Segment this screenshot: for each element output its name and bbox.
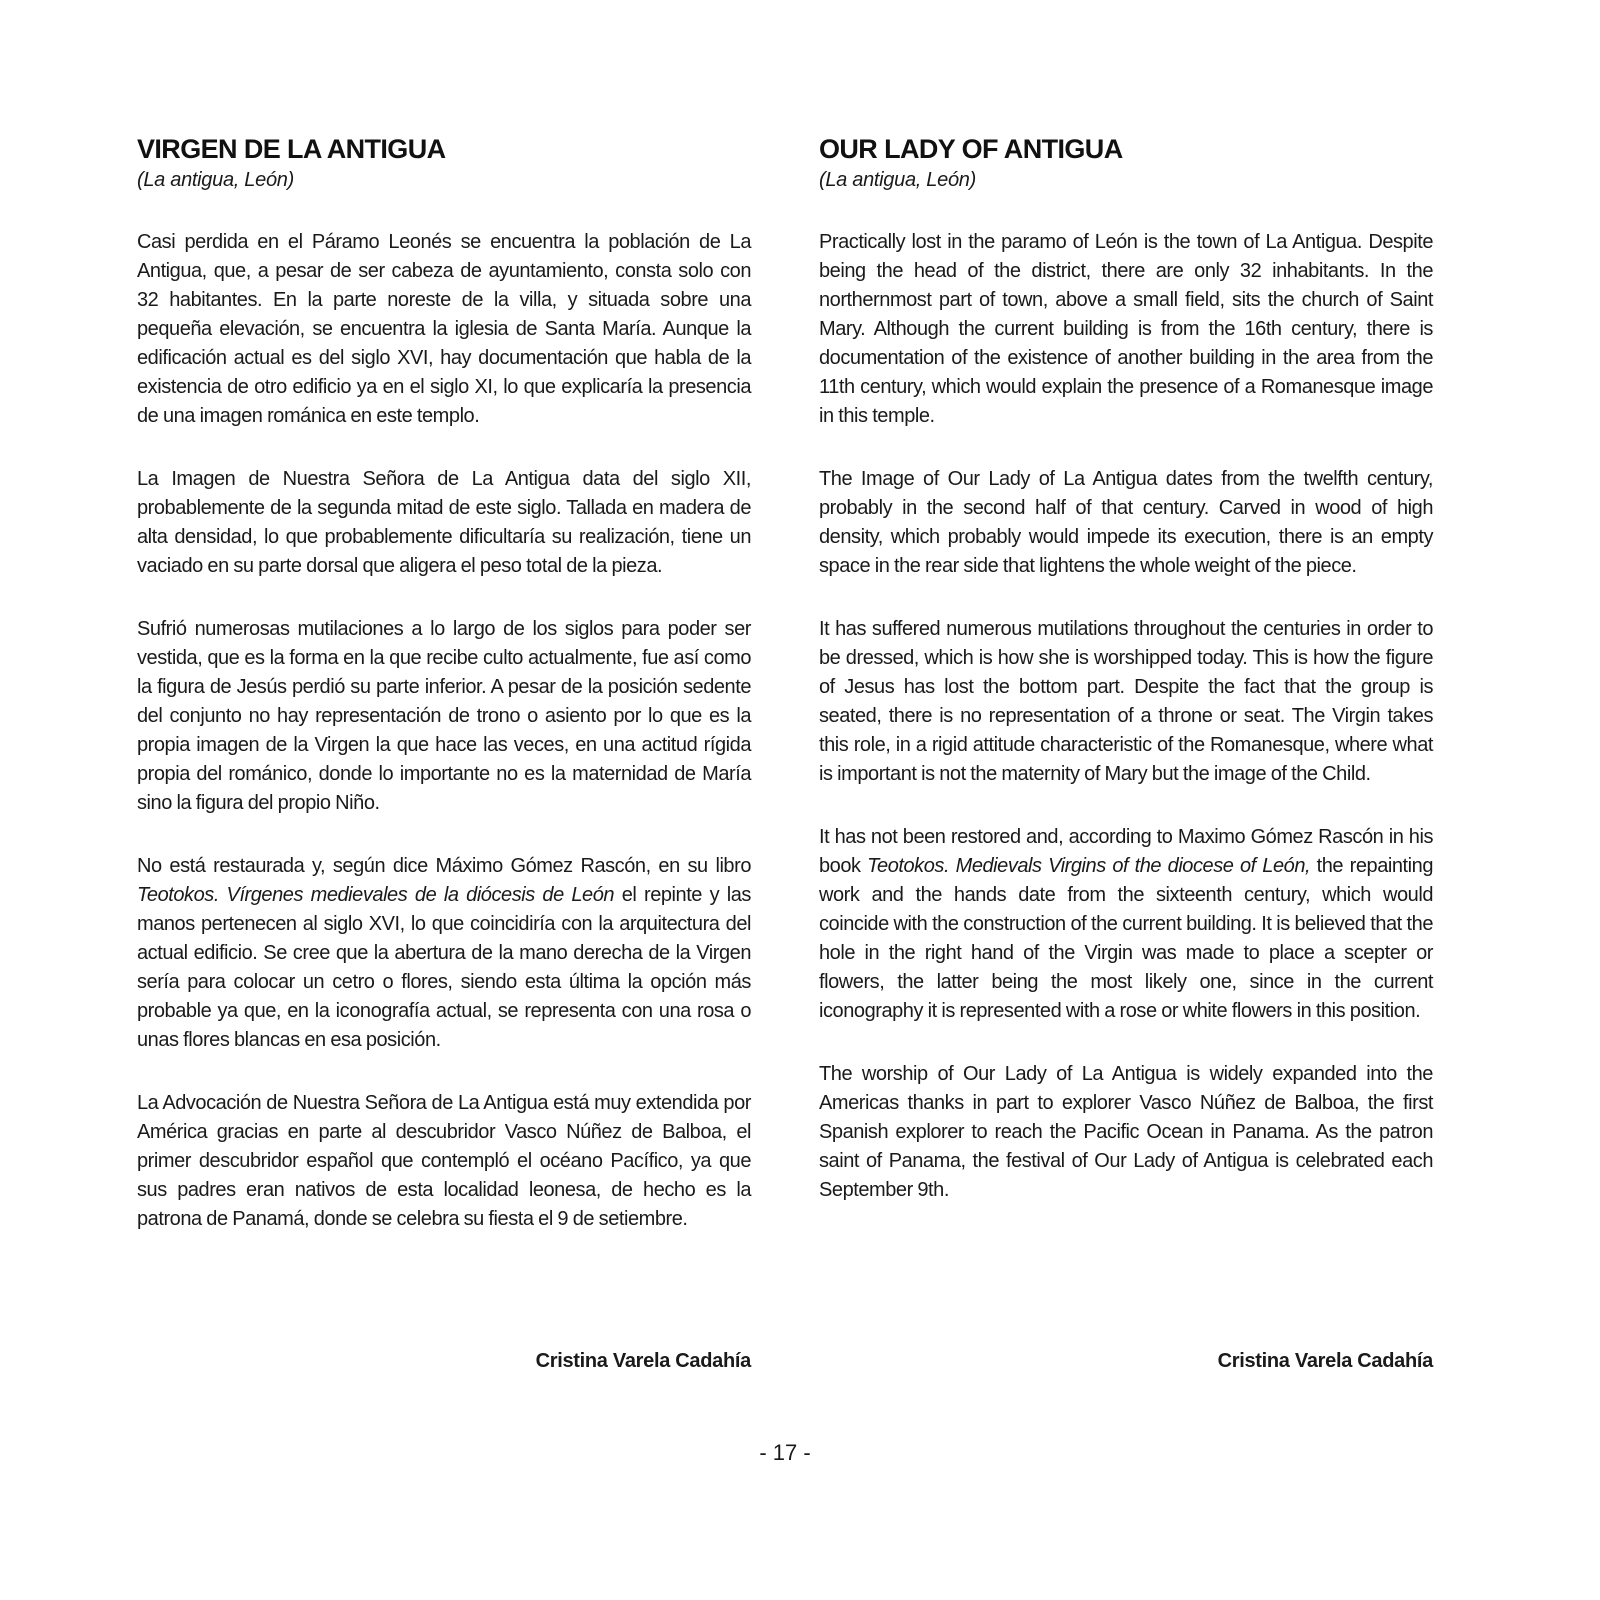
article-title: VIRGEN DE LA ANTIGUA bbox=[137, 134, 446, 164]
paragraph: Casi perdida en el Páramo Leonés se encuentra la población de La Antigua, que, a pesar de ser cabeza de ayuntamiento, consta solo con 32 habitantes. En la parte noreste de la villa, y situada sobre una pequeña elevación, se encuentra la iglesia de Santa María. Aunque la edificación actual es del siglo XVI, hay documentación que habla de la existencia de otro edificio ya en el siglo XI, lo que explicaría la presencia de una imagen románica en este templo. bbox=[137, 231, 751, 427]
paragraph: Sufrió numerosas mutilaciones a lo largo de los siglos para poder ser vestida, que es la forma en la que recibe culto actualmente, fue así como la figura de Jesús perdió su parte inferior. A pesar de la posición sedente del conjunto no hay representación de trono o asiento por lo que es la propia imagen de la Virgen la que hace las veces, en una actitud rígida propia del románico, donde lo importante no es la maternidad de María sino la figura del propio Niño. bbox=[137, 618, 751, 814]
author-signature: Cristina Varela Cadahía bbox=[535, 1350, 751, 1372]
paragraph bbox=[819, 823, 1433, 1026]
english-column bbox=[819, 132, 1433, 1239]
paragraph: The Image of Our Lady of La Antigua dates from the twelfth century, probably in the second half of that century. Carved in wood of high density, which probably would impede its execution, there is an empty space in the rear side that lightens the whole weight of the piece. bbox=[819, 468, 1433, 577]
paragraph: Practically lost in the paramo of León is the town of La Antigua. Despite being the head of the district, there are only 32 inhabitants. In the northernmost part of town, above a small field, sits the church of Saint Mary. Although the current building is from the 16th century, there is documentation of the existence of another building in the area from the 11th century, which would explain the presence of a Romanesque image in this temple. bbox=[819, 231, 1433, 427]
book-title: Teotokos. Medievals Virgins of the diocese of León, bbox=[867, 855, 1311, 877]
author-signature: Cristina Varela Cadahía bbox=[1217, 1350, 1433, 1372]
paragraph: La Imagen de Nuestra Señora de La Antigua data del siglo XII, probablemente de la segunda mitad de este siglo. Tallada en madera de alta densidad, lo que probablemente dificultaría su realización, tiene un vaciado en su parte dorsal que aligera el peso total de la pieza. bbox=[137, 468, 751, 577]
text-segment: It has not been restored and, according to Maximo Gómez Rascón in his book bbox=[819, 826, 1433, 877]
paragraph bbox=[137, 852, 751, 1055]
spanish-column bbox=[137, 132, 751, 1268]
text-segment: el repinte y las manos pertenecen al siglo XVI, lo que coincidiría con la arquitectura del actual edificio. Se cree que la abertura de la mano derecha de la Virgen sería para colocar un cetro o flores, siendo esta última la opción más probable ya que, en la iconografía actual, se representa con una rosa o unas flores blancas en esa posición. bbox=[137, 884, 751, 1051]
article-subtitle: (La antigua, León) bbox=[819, 169, 976, 191]
paragraph: The worship of Our Lady of La Antigua is widely expanded into the Americas thanks in part to explorer Vasco Núñez de Balboa, the first Spanish explorer to reach the Pacific Ocean in Panama. As the patron saint of Panama, the festival of Our Lady of Antigua is celebrated each September 9th. bbox=[819, 1063, 1433, 1201]
paragraph: It has suffered numerous mutilations throughout the centuries in order to be dressed, which is how she is worshipped today. This is how the figure of Jesus has lost the bottom part. Despite the fact that the group is seated, there is no representation of a throne or seat. The Virgin takes this role, in a rigid attitude characteristic of the Romanesque, where what is important is not the maternity of Mary but the image of the Child. bbox=[819, 618, 1433, 785]
text-segment: the repainting work and the hands date from the sixteenth century, which would coincide with the construction of the current building. It is believed that the hole in the right hand of the Virgin was made to place a scepter or flowers, the latter being the most likely one, since in the current iconography it is represented with a rose or white flowers in this position. bbox=[819, 855, 1433, 1022]
article-subtitle: (La antigua, León) bbox=[137, 169, 294, 191]
paragraph: La Advocación de Nuestra Señora de La Antigua está muy extendida por América gracias en parte al descubridor Vasco Núñez de Balboa, el primer descubridor español que contempló el océano Pacífico, ya que sus padres eran nativos de esta localidad leonesa, de hecho es la patrona de Panamá, donde se celebra su fiesta el 9 de setiembre. bbox=[137, 1092, 751, 1230]
text-segment: No está restaurada y, según dice Máximo Gómez Rascón, en su libro bbox=[137, 855, 751, 877]
page-number: - 17 - bbox=[759, 1440, 811, 1465]
article-title: OUR LADY OF ANTIGUA bbox=[819, 134, 1123, 164]
book-title: Teotokos. Vírgenes medievales de la diócesis de León bbox=[137, 884, 615, 906]
